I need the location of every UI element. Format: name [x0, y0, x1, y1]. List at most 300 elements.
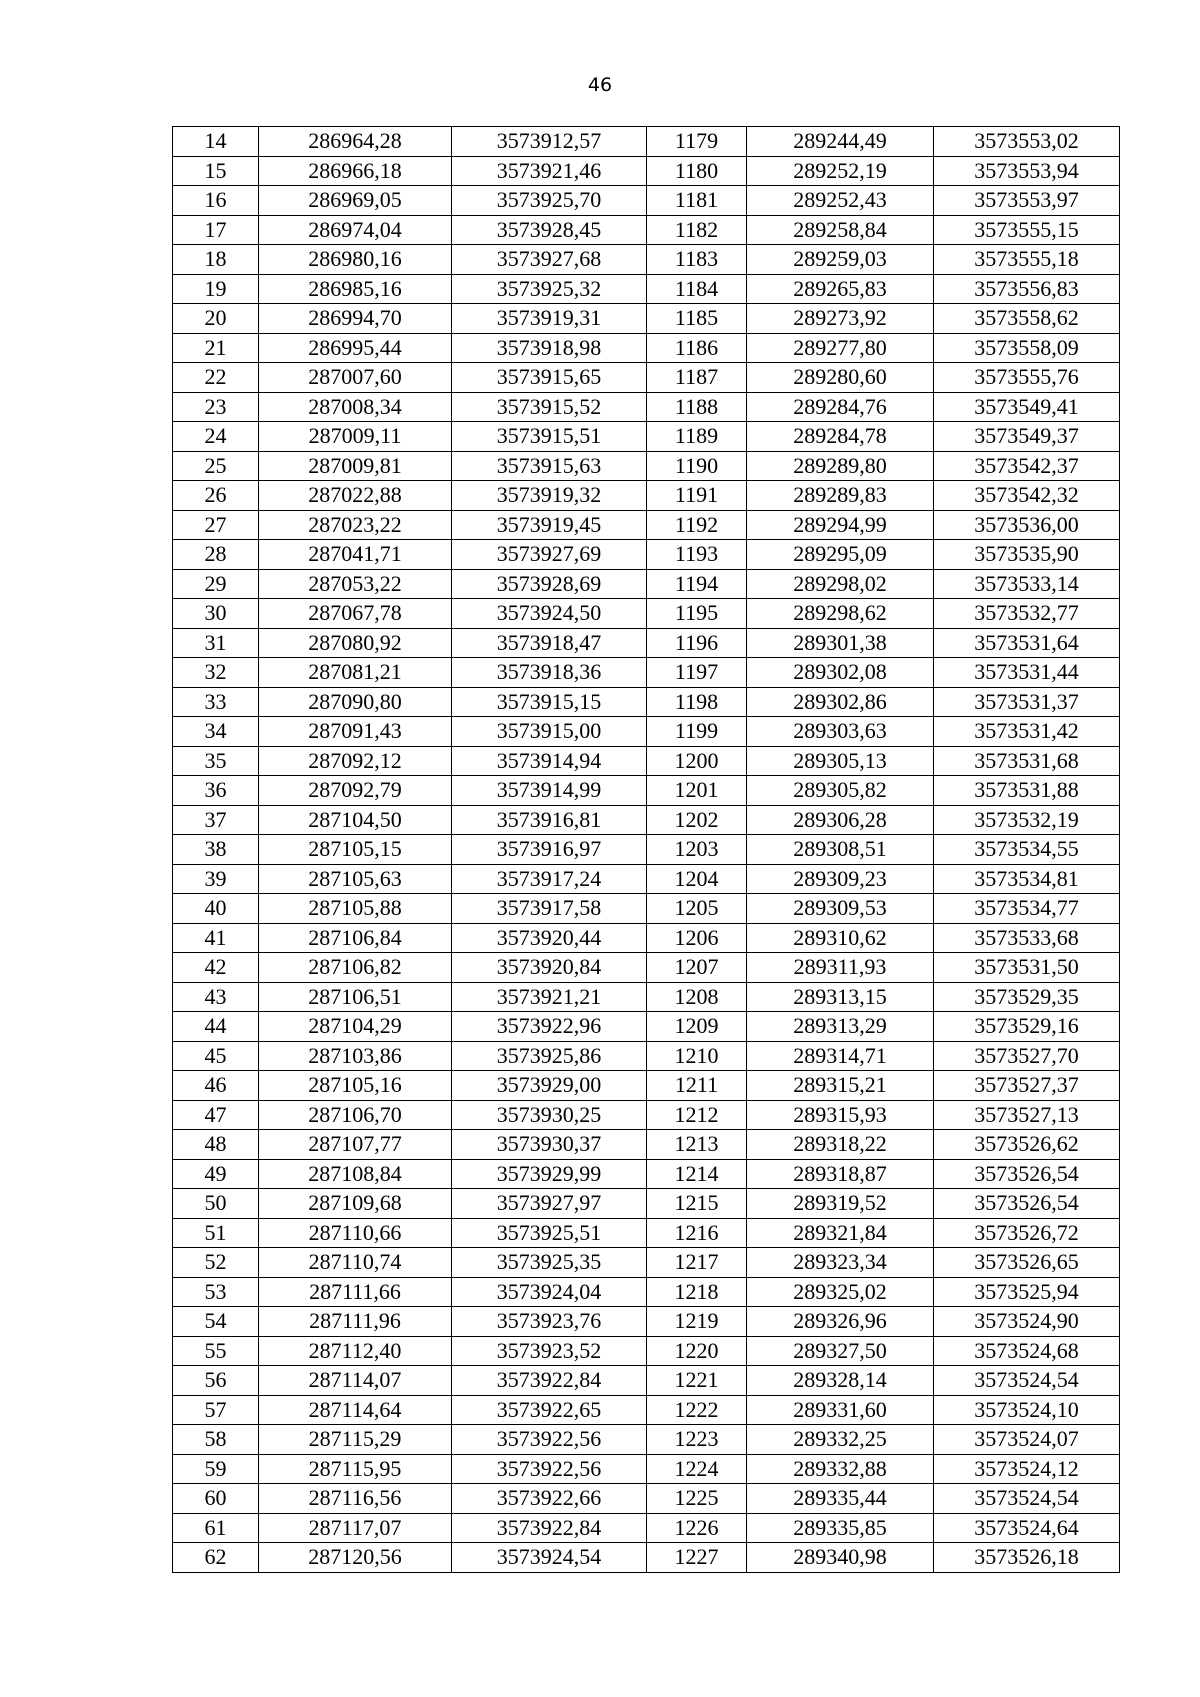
table-row [173, 864, 1120, 894]
point-number-right-cell: 1200 [647, 746, 747, 776]
point-number-right-cell: 1196 [647, 628, 747, 658]
y-coordinate-left-cell: 3573928,45 [452, 215, 647, 245]
x-coordinate-right-cell: 289309,23 [747, 864, 934, 894]
table-row [173, 363, 1120, 393]
table-row [173, 1454, 1120, 1484]
x-coordinate-right-cell: 289332,88 [747, 1454, 934, 1484]
table-row [173, 1395, 1120, 1425]
y-coordinate-left-cell: 3573922,84 [452, 1366, 647, 1396]
x-coordinate-right-cell: 289313,15 [747, 982, 934, 1012]
point-number-left-cell: 49 [173, 1159, 259, 1189]
x-coordinate-right-cell: 289315,93 [747, 1100, 934, 1130]
y-coordinate-right-cell: 3573535,90 [934, 540, 1120, 570]
x-coordinate-left-cell: 287108,84 [259, 1159, 452, 1189]
table-row [173, 540, 1120, 570]
y-coordinate-right-cell: 3573558,09 [934, 333, 1120, 363]
point-number-left-cell: 38 [173, 835, 259, 865]
y-coordinate-right-cell: 3573527,70 [934, 1041, 1120, 1071]
table-row [173, 127, 1120, 157]
table-row [173, 1425, 1120, 1455]
point-number-left-cell: 33 [173, 687, 259, 717]
x-coordinate-left-cell: 286980,16 [259, 245, 452, 275]
x-coordinate-left-cell: 287103,86 [259, 1041, 452, 1071]
point-number-right-cell: 1226 [647, 1513, 747, 1543]
x-coordinate-left-cell: 287106,70 [259, 1100, 452, 1130]
x-coordinate-left-cell: 286969,05 [259, 186, 452, 216]
point-number-left-cell: 16 [173, 186, 259, 216]
point-number-left-cell: 27 [173, 510, 259, 540]
point-number-left-cell: 31 [173, 628, 259, 658]
table-row [173, 156, 1120, 186]
table-row [173, 245, 1120, 275]
y-coordinate-left-cell: 3573919,32 [452, 481, 647, 511]
point-number-right-cell: 1219 [647, 1307, 747, 1337]
y-coordinate-right-cell: 3573534,55 [934, 835, 1120, 865]
y-coordinate-right-cell: 3573542,37 [934, 451, 1120, 481]
y-coordinate-left-cell: 3573922,96 [452, 1012, 647, 1042]
point-number-left-cell: 30 [173, 599, 259, 629]
x-coordinate-left-cell: 287116,56 [259, 1484, 452, 1514]
point-number-right-cell: 1220 [647, 1336, 747, 1366]
table-row [173, 186, 1120, 216]
point-number-left-cell: 22 [173, 363, 259, 393]
point-number-left-cell: 42 [173, 953, 259, 983]
point-number-left-cell: 41 [173, 923, 259, 953]
x-coordinate-right-cell: 289328,14 [747, 1366, 934, 1396]
y-coordinate-left-cell: 3573927,97 [452, 1189, 647, 1219]
x-coordinate-left-cell: 287009,81 [259, 451, 452, 481]
point-number-left-cell: 46 [173, 1071, 259, 1101]
point-number-right-cell: 1181 [647, 186, 747, 216]
point-number-left-cell: 26 [173, 481, 259, 511]
table-row [173, 1366, 1120, 1396]
table-row [173, 1543, 1120, 1573]
x-coordinate-right-cell: 289323,34 [747, 1248, 934, 1278]
point-number-right-cell: 1179 [647, 127, 747, 157]
point-number-right-cell: 1223 [647, 1425, 747, 1455]
y-coordinate-left-cell: 3573915,00 [452, 717, 647, 747]
x-coordinate-left-cell: 287091,43 [259, 717, 452, 747]
point-number-left-cell: 34 [173, 717, 259, 747]
table-row [173, 1248, 1120, 1278]
y-coordinate-left-cell: 3573929,00 [452, 1071, 647, 1101]
x-coordinate-right-cell: 289273,92 [747, 304, 934, 334]
table-row [173, 1307, 1120, 1337]
x-coordinate-left-cell: 287111,96 [259, 1307, 452, 1337]
point-number-right-cell: 1193 [647, 540, 747, 570]
table-row [173, 835, 1120, 865]
table-row [173, 1012, 1120, 1042]
x-coordinate-right-cell: 289306,28 [747, 805, 934, 835]
x-coordinate-left-cell: 287080,92 [259, 628, 452, 658]
point-number-left-cell: 28 [173, 540, 259, 570]
x-coordinate-left-cell: 287090,80 [259, 687, 452, 717]
x-coordinate-right-cell: 289302,08 [747, 658, 934, 688]
x-coordinate-right-cell: 289302,86 [747, 687, 934, 717]
point-number-left-cell: 18 [173, 245, 259, 275]
point-number-left-cell: 47 [173, 1100, 259, 1130]
x-coordinate-right-cell: 289305,13 [747, 746, 934, 776]
y-coordinate-left-cell: 3573914,99 [452, 776, 647, 806]
point-number-left-cell: 23 [173, 392, 259, 422]
table-row [173, 687, 1120, 717]
x-coordinate-left-cell: 287081,21 [259, 658, 452, 688]
point-number-right-cell: 1205 [647, 894, 747, 924]
y-coordinate-right-cell: 3573527,37 [934, 1071, 1120, 1101]
x-coordinate-right-cell: 289298,62 [747, 599, 934, 629]
x-coordinate-right-cell: 289295,09 [747, 540, 934, 570]
x-coordinate-right-cell: 289309,53 [747, 894, 934, 924]
y-coordinate-right-cell: 3573529,35 [934, 982, 1120, 1012]
y-coordinate-right-cell: 3573531,42 [934, 717, 1120, 747]
x-coordinate-left-cell: 287114,07 [259, 1366, 452, 1396]
point-number-left-cell: 54 [173, 1307, 259, 1337]
y-coordinate-right-cell: 3573536,00 [934, 510, 1120, 540]
x-coordinate-right-cell: 289284,78 [747, 422, 934, 452]
point-number-left-cell: 37 [173, 805, 259, 835]
y-coordinate-left-cell: 3573915,63 [452, 451, 647, 481]
x-coordinate-left-cell: 286995,44 [259, 333, 452, 363]
y-coordinate-right-cell: 3573533,68 [934, 923, 1120, 953]
y-coordinate-left-cell: 3573918,36 [452, 658, 647, 688]
point-number-left-cell: 40 [173, 894, 259, 924]
y-coordinate-right-cell: 3573524,12 [934, 1454, 1120, 1484]
x-coordinate-left-cell: 287106,84 [259, 923, 452, 953]
table-row [173, 717, 1120, 747]
y-coordinate-right-cell: 3573527,13 [934, 1100, 1120, 1130]
x-coordinate-right-cell: 289315,21 [747, 1071, 934, 1101]
point-number-right-cell: 1184 [647, 274, 747, 304]
y-coordinate-right-cell: 3573524,07 [934, 1425, 1120, 1455]
y-coordinate-left-cell: 3573927,68 [452, 245, 647, 275]
x-coordinate-right-cell: 289277,80 [747, 333, 934, 363]
point-number-left-cell: 60 [173, 1484, 259, 1514]
x-coordinate-right-cell: 289327,50 [747, 1336, 934, 1366]
table-row [173, 894, 1120, 924]
y-coordinate-left-cell: 3573921,21 [452, 982, 647, 1012]
y-coordinate-left-cell: 3573923,52 [452, 1336, 647, 1366]
x-coordinate-right-cell: 289326,96 [747, 1307, 934, 1337]
y-coordinate-right-cell: 3573534,81 [934, 864, 1120, 894]
point-number-right-cell: 1187 [647, 363, 747, 393]
y-coordinate-right-cell: 3573532,77 [934, 599, 1120, 629]
point-number-left-cell: 61 [173, 1513, 259, 1543]
y-coordinate-right-cell: 3573524,54 [934, 1484, 1120, 1514]
point-number-left-cell: 39 [173, 864, 259, 894]
y-coordinate-left-cell: 3573915,52 [452, 392, 647, 422]
y-coordinate-left-cell: 3573918,47 [452, 628, 647, 658]
table-row [173, 953, 1120, 983]
coordinates-table-body [173, 127, 1120, 1573]
table-row [173, 805, 1120, 835]
table-row [173, 274, 1120, 304]
y-coordinate-right-cell: 3573526,18 [934, 1543, 1120, 1573]
point-number-right-cell: 1186 [647, 333, 747, 363]
point-number-right-cell: 1210 [647, 1041, 747, 1071]
point-number-left-cell: 53 [173, 1277, 259, 1307]
x-coordinate-left-cell: 287092,12 [259, 746, 452, 776]
table-row [173, 569, 1120, 599]
y-coordinate-left-cell: 3573922,65 [452, 1395, 647, 1425]
point-number-left-cell: 43 [173, 982, 259, 1012]
point-number-right-cell: 1202 [647, 805, 747, 835]
y-coordinate-left-cell: 3573924,54 [452, 1543, 647, 1573]
table-row [173, 1041, 1120, 1071]
x-coordinate-right-cell: 289303,63 [747, 717, 934, 747]
point-number-left-cell: 19 [173, 274, 259, 304]
point-number-right-cell: 1215 [647, 1189, 747, 1219]
x-coordinate-left-cell: 287104,29 [259, 1012, 452, 1042]
point-number-right-cell: 1204 [647, 864, 747, 894]
table-row [173, 215, 1120, 245]
x-coordinate-left-cell: 287111,66 [259, 1277, 452, 1307]
point-number-right-cell: 1209 [647, 1012, 747, 1042]
point-number-right-cell: 1194 [647, 569, 747, 599]
table-row [173, 510, 1120, 540]
x-coordinate-right-cell: 289335,44 [747, 1484, 934, 1514]
x-coordinate-right-cell: 289284,76 [747, 392, 934, 422]
y-coordinate-left-cell: 3573924,04 [452, 1277, 647, 1307]
y-coordinate-left-cell: 3573917,24 [452, 864, 647, 894]
point-number-left-cell: 48 [173, 1130, 259, 1160]
y-coordinate-right-cell: 3573526,54 [934, 1159, 1120, 1189]
point-number-right-cell: 1224 [647, 1454, 747, 1484]
x-coordinate-left-cell: 286994,70 [259, 304, 452, 334]
x-coordinate-left-cell: 287115,95 [259, 1454, 452, 1484]
x-coordinate-left-cell: 287092,79 [259, 776, 452, 806]
table-row [173, 333, 1120, 363]
point-number-left-cell: 14 [173, 127, 259, 157]
y-coordinate-left-cell: 3573912,57 [452, 127, 647, 157]
y-coordinate-right-cell: 3573556,83 [934, 274, 1120, 304]
y-coordinate-right-cell: 3573555,76 [934, 363, 1120, 393]
x-coordinate-left-cell: 287117,07 [259, 1513, 452, 1543]
x-coordinate-left-cell: 287007,60 [259, 363, 452, 393]
y-coordinate-right-cell: 3573531,37 [934, 687, 1120, 717]
y-coordinate-right-cell: 3573533,14 [934, 569, 1120, 599]
x-coordinate-left-cell: 286964,28 [259, 127, 452, 157]
x-coordinate-left-cell: 287106,82 [259, 953, 452, 983]
y-coordinate-left-cell: 3573919,31 [452, 304, 647, 334]
y-coordinate-right-cell: 3573549,37 [934, 422, 1120, 452]
point-number-right-cell: 1198 [647, 687, 747, 717]
y-coordinate-left-cell: 3573920,44 [452, 923, 647, 953]
y-coordinate-left-cell: 3573924,50 [452, 599, 647, 629]
table-row [173, 982, 1120, 1012]
x-coordinate-right-cell: 289313,29 [747, 1012, 934, 1042]
point-number-left-cell: 35 [173, 746, 259, 776]
x-coordinate-left-cell: 286974,04 [259, 215, 452, 245]
point-number-right-cell: 1211 [647, 1071, 747, 1101]
y-coordinate-left-cell: 3573919,45 [452, 510, 647, 540]
y-coordinate-left-cell: 3573922,66 [452, 1484, 647, 1514]
table-row [173, 1484, 1120, 1514]
y-coordinate-right-cell: 3573525,94 [934, 1277, 1120, 1307]
x-coordinate-right-cell: 289301,38 [747, 628, 934, 658]
point-number-left-cell: 15 [173, 156, 259, 186]
y-coordinate-right-cell: 3573531,64 [934, 628, 1120, 658]
x-coordinate-left-cell: 287008,34 [259, 392, 452, 422]
x-coordinate-right-cell: 289310,62 [747, 923, 934, 953]
x-coordinate-right-cell: 289332,25 [747, 1425, 934, 1455]
x-coordinate-right-cell: 289314,71 [747, 1041, 934, 1071]
y-coordinate-right-cell: 3573531,50 [934, 953, 1120, 983]
x-coordinate-left-cell: 287120,56 [259, 1543, 452, 1573]
table-row [173, 923, 1120, 953]
y-coordinate-right-cell: 3573534,77 [934, 894, 1120, 924]
y-coordinate-left-cell: 3573928,69 [452, 569, 647, 599]
x-coordinate-right-cell: 289325,02 [747, 1277, 934, 1307]
x-coordinate-right-cell: 289259,03 [747, 245, 934, 275]
page-number: 46 [587, 74, 613, 96]
y-coordinate-right-cell: 3573524,64 [934, 1513, 1120, 1543]
point-number-right-cell: 1199 [647, 717, 747, 747]
table-row [173, 304, 1120, 334]
table-row [173, 1130, 1120, 1160]
point-number-right-cell: 1212 [647, 1100, 747, 1130]
table-row [173, 628, 1120, 658]
point-number-right-cell: 1185 [647, 304, 747, 334]
y-coordinate-right-cell: 3573524,68 [934, 1336, 1120, 1366]
y-coordinate-left-cell: 3573922,84 [452, 1513, 647, 1543]
y-coordinate-right-cell: 3573558,62 [934, 304, 1120, 334]
coordinates-table [172, 126, 1120, 1573]
x-coordinate-left-cell: 287107,77 [259, 1130, 452, 1160]
point-number-right-cell: 1182 [647, 215, 747, 245]
x-coordinate-right-cell: 289252,43 [747, 186, 934, 216]
x-coordinate-right-cell: 289252,19 [747, 156, 934, 186]
point-number-left-cell: 36 [173, 776, 259, 806]
x-coordinate-right-cell: 289289,80 [747, 451, 934, 481]
point-number-right-cell: 1214 [647, 1159, 747, 1189]
y-coordinate-left-cell: 3573914,94 [452, 746, 647, 776]
table-row [173, 1071, 1120, 1101]
y-coordinate-left-cell: 3573930,37 [452, 1130, 647, 1160]
table-row [173, 658, 1120, 688]
x-coordinate-right-cell: 289305,82 [747, 776, 934, 806]
x-coordinate-left-cell: 287112,40 [259, 1336, 452, 1366]
y-coordinate-left-cell: 3573922,56 [452, 1454, 647, 1484]
point-number-right-cell: 1207 [647, 953, 747, 983]
y-coordinate-left-cell: 3573916,81 [452, 805, 647, 835]
x-coordinate-left-cell: 287022,88 [259, 481, 452, 511]
y-coordinate-left-cell: 3573927,69 [452, 540, 647, 570]
point-number-right-cell: 1188 [647, 392, 747, 422]
y-coordinate-left-cell: 3573925,86 [452, 1041, 647, 1071]
point-number-left-cell: 55 [173, 1336, 259, 1366]
point-number-right-cell: 1225 [647, 1484, 747, 1514]
y-coordinate-right-cell: 3573529,16 [934, 1012, 1120, 1042]
point-number-right-cell: 1197 [647, 658, 747, 688]
y-coordinate-left-cell: 3573918,98 [452, 333, 647, 363]
x-coordinate-right-cell: 289311,93 [747, 953, 934, 983]
table-row [173, 1218, 1120, 1248]
y-coordinate-left-cell: 3573915,15 [452, 687, 647, 717]
point-number-left-cell: 45 [173, 1041, 259, 1071]
point-number-right-cell: 1192 [647, 510, 747, 540]
x-coordinate-right-cell: 289258,84 [747, 215, 934, 245]
x-coordinate-left-cell: 287105,15 [259, 835, 452, 865]
y-coordinate-right-cell: 3573542,32 [934, 481, 1120, 511]
point-number-right-cell: 1222 [647, 1395, 747, 1425]
y-coordinate-right-cell: 3573531,88 [934, 776, 1120, 806]
y-coordinate-right-cell: 3573555,18 [934, 245, 1120, 275]
y-coordinate-left-cell: 3573923,76 [452, 1307, 647, 1337]
y-coordinate-left-cell: 3573915,51 [452, 422, 647, 452]
y-coordinate-right-cell: 3573524,90 [934, 1307, 1120, 1337]
point-number-left-cell: 57 [173, 1395, 259, 1425]
table-row [173, 746, 1120, 776]
y-coordinate-right-cell: 3573549,41 [934, 392, 1120, 422]
y-coordinate-right-cell: 3573526,54 [934, 1189, 1120, 1219]
point-number-right-cell: 1213 [647, 1130, 747, 1160]
table-row [173, 1336, 1120, 1366]
table-row [173, 776, 1120, 806]
x-coordinate-right-cell: 289280,60 [747, 363, 934, 393]
y-coordinate-right-cell: 3573553,02 [934, 127, 1120, 157]
point-number-left-cell: 21 [173, 333, 259, 363]
x-coordinate-left-cell: 287110,66 [259, 1218, 452, 1248]
table-row [173, 481, 1120, 511]
point-number-right-cell: 1206 [647, 923, 747, 953]
x-coordinate-left-cell: 287114,64 [259, 1395, 452, 1425]
point-number-left-cell: 51 [173, 1218, 259, 1248]
point-number-right-cell: 1183 [647, 245, 747, 275]
table-row [173, 1189, 1120, 1219]
point-number-left-cell: 56 [173, 1366, 259, 1396]
x-coordinate-right-cell: 289331,60 [747, 1395, 934, 1425]
x-coordinate-left-cell: 287053,22 [259, 569, 452, 599]
point-number-left-cell: 44 [173, 1012, 259, 1042]
point-number-left-cell: 20 [173, 304, 259, 334]
x-coordinate-right-cell: 289318,87 [747, 1159, 934, 1189]
point-number-left-cell: 50 [173, 1189, 259, 1219]
y-coordinate-right-cell: 3573526,65 [934, 1248, 1120, 1278]
y-coordinate-right-cell: 3573526,62 [934, 1130, 1120, 1160]
y-coordinate-left-cell: 3573925,70 [452, 186, 647, 216]
y-coordinate-right-cell: 3573531,44 [934, 658, 1120, 688]
point-number-right-cell: 1203 [647, 835, 747, 865]
y-coordinate-right-cell: 3573553,94 [934, 156, 1120, 186]
y-coordinate-right-cell: 3573532,19 [934, 805, 1120, 835]
y-coordinate-left-cell: 3573916,97 [452, 835, 647, 865]
y-coordinate-right-cell: 3573526,72 [934, 1218, 1120, 1248]
y-coordinate-left-cell: 3573920,84 [452, 953, 647, 983]
y-coordinate-right-cell: 3573524,54 [934, 1366, 1120, 1396]
point-number-right-cell: 1221 [647, 1366, 747, 1396]
table-row [173, 599, 1120, 629]
table-row [173, 392, 1120, 422]
y-coordinate-left-cell: 3573925,32 [452, 274, 647, 304]
point-number-left-cell: 59 [173, 1454, 259, 1484]
point-number-left-cell: 24 [173, 422, 259, 452]
point-number-right-cell: 1189 [647, 422, 747, 452]
table-row [173, 1159, 1120, 1189]
x-coordinate-left-cell: 287105,88 [259, 894, 452, 924]
table-row [173, 422, 1120, 452]
point-number-right-cell: 1191 [647, 481, 747, 511]
table-row [173, 1100, 1120, 1130]
y-coordinate-right-cell: 3573553,97 [934, 186, 1120, 216]
x-coordinate-right-cell: 289319,52 [747, 1189, 934, 1219]
point-number-left-cell: 25 [173, 451, 259, 481]
x-coordinate-left-cell: 287104,50 [259, 805, 452, 835]
point-number-left-cell: 58 [173, 1425, 259, 1455]
y-coordinate-right-cell: 3573531,68 [934, 746, 1120, 776]
point-number-left-cell: 17 [173, 215, 259, 245]
x-coordinate-left-cell: 287067,78 [259, 599, 452, 629]
x-coordinate-left-cell: 286966,18 [259, 156, 452, 186]
